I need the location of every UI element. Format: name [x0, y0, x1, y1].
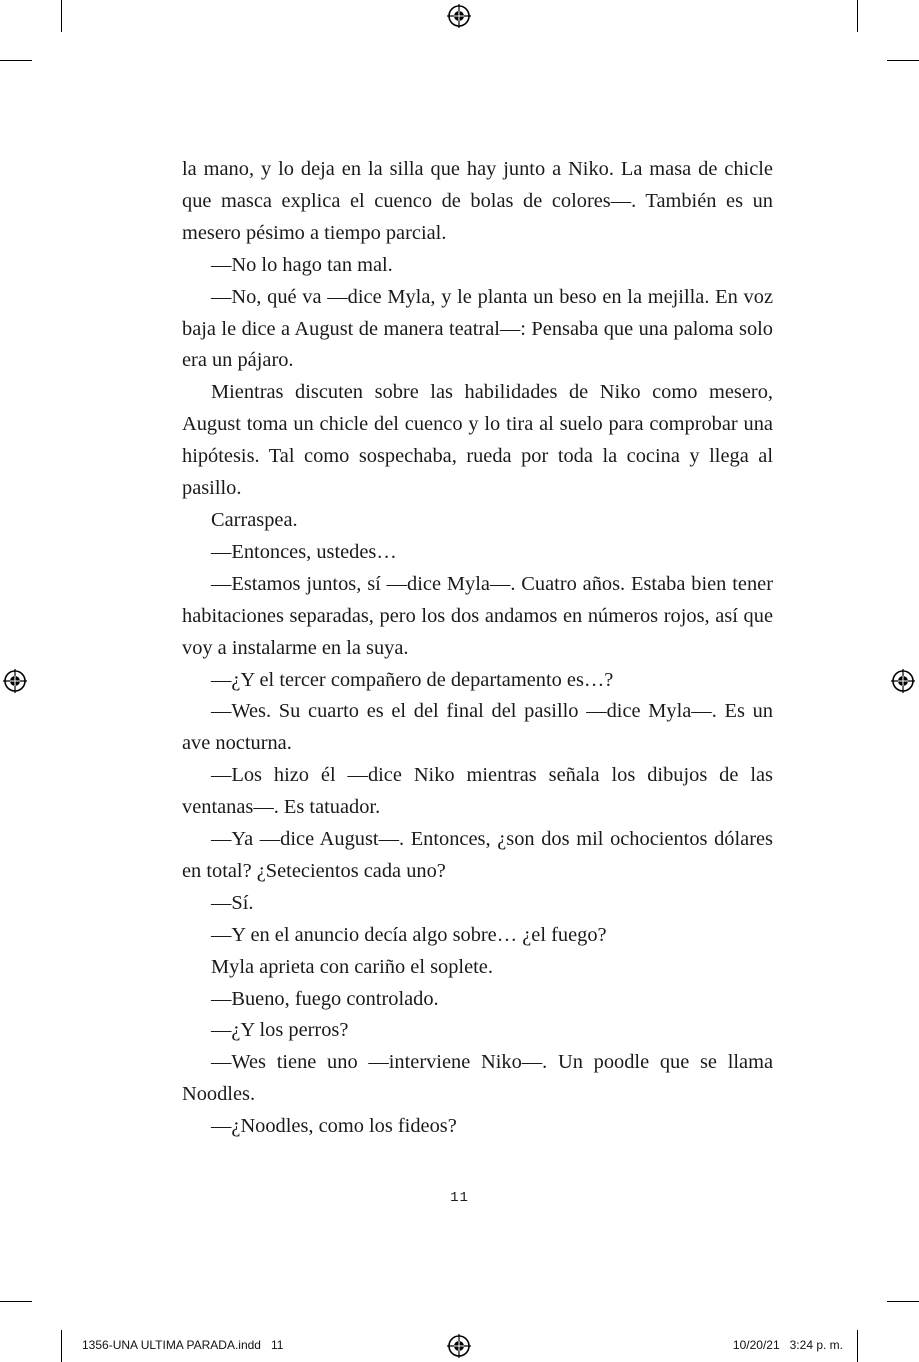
crop-mark-top-right-horizontal [887, 60, 919, 61]
paragraph: —Ya —dice August—. Entonces, ¿son dos mil ochocientos dólares en total? ¿Setecientos cada uno? [182, 828, 773, 882]
paragraph: —Wes tiene uno —interviene Niko—. Un poodle que se llama Noodles. [182, 1051, 773, 1106]
body-text [182, 154, 773, 1143]
paragraph: Mientras discuten sobre las habilidades de Niko como mesero, August toma un chicle del cuenco y lo tira al suelo para comprobar una hipótesis. Tal como sospechaba, rueda por toda la cocina y llega al pasillo. [182, 381, 773, 500]
crop-mark-bottom-right-horizontal [887, 1301, 919, 1302]
paragraph: —Entonces, ustedes… [211, 540, 397, 563]
paragraph: —No lo hago tan mal. [211, 253, 393, 276]
crop-mark-top-left-vertical [61, 0, 62, 32]
paragraph: —Bueno, fuego controlado. [211, 987, 439, 1010]
slug-file-name: 1356-UNA ULTIMA PARADA.indd 11 [82, 1338, 284, 1352]
registration-target-icon-right [890, 668, 916, 694]
paragraph: —¿Noodles, como los fideos? [211, 1115, 457, 1138]
paragraph: —Wes. Su cuarto es el del final del pasillo —dice Myla—. Es un ave nocturna. [182, 700, 773, 755]
paragraph: —Sí. [211, 891, 254, 914]
paragraph: —No, qué va —dice Myla, y le planta un beso en la mejilla. En voz baja le dice a August de manera teatral—: Pensaba que una paloma solo era un pájaro. [182, 285, 773, 372]
registration-target-icon-top [446, 3, 472, 29]
paragraph: —¿Y el tercer compañero de departamento es…? [211, 668, 614, 691]
page-number: 11 [450, 1190, 469, 1206]
paragraph: —Y en el anuncio decía algo sobre… ¿el fuego? [211, 923, 607, 946]
crop-mark-top-left-horizontal [0, 60, 32, 61]
crop-mark-bottom-left-vertical [61, 1330, 62, 1362]
paragraph: —Estamos juntos, sí —dice Myla—. Cuatro años. Estaba bien tener habitaciones separadas, pero los dos andamos en números rojos, así que voy a instalarme en la suya. [182, 572, 773, 659]
registration-target-icon-bottom [446, 1333, 472, 1359]
crop-mark-bottom-left-horizontal [0, 1301, 32, 1302]
paragraph: —Los hizo él —dice Niko mientras señala los dibujos de las ventanas—. Es tatuador. [182, 764, 773, 819]
paragraph: la mano, y lo deja en la silla que hay junto a Niko. La masa de chicle que masca explica el cuenco de bolas de colores—. También es un mesero pésimo a tiempo parcial. [182, 158, 773, 244]
crop-mark-bottom-right-vertical [857, 1330, 858, 1362]
crop-mark-top-right-vertical [857, 0, 858, 32]
registration-target-icon-left [2, 668, 28, 694]
paragraph: —¿Y los perros? [211, 1019, 349, 1042]
slug-date-time: 10/20/21 3:24 p. m. [732, 1338, 843, 1352]
paragraph: Carraspea. [211, 508, 298, 531]
paragraph: Myla aprieta con cariño el soplete. [211, 955, 493, 978]
